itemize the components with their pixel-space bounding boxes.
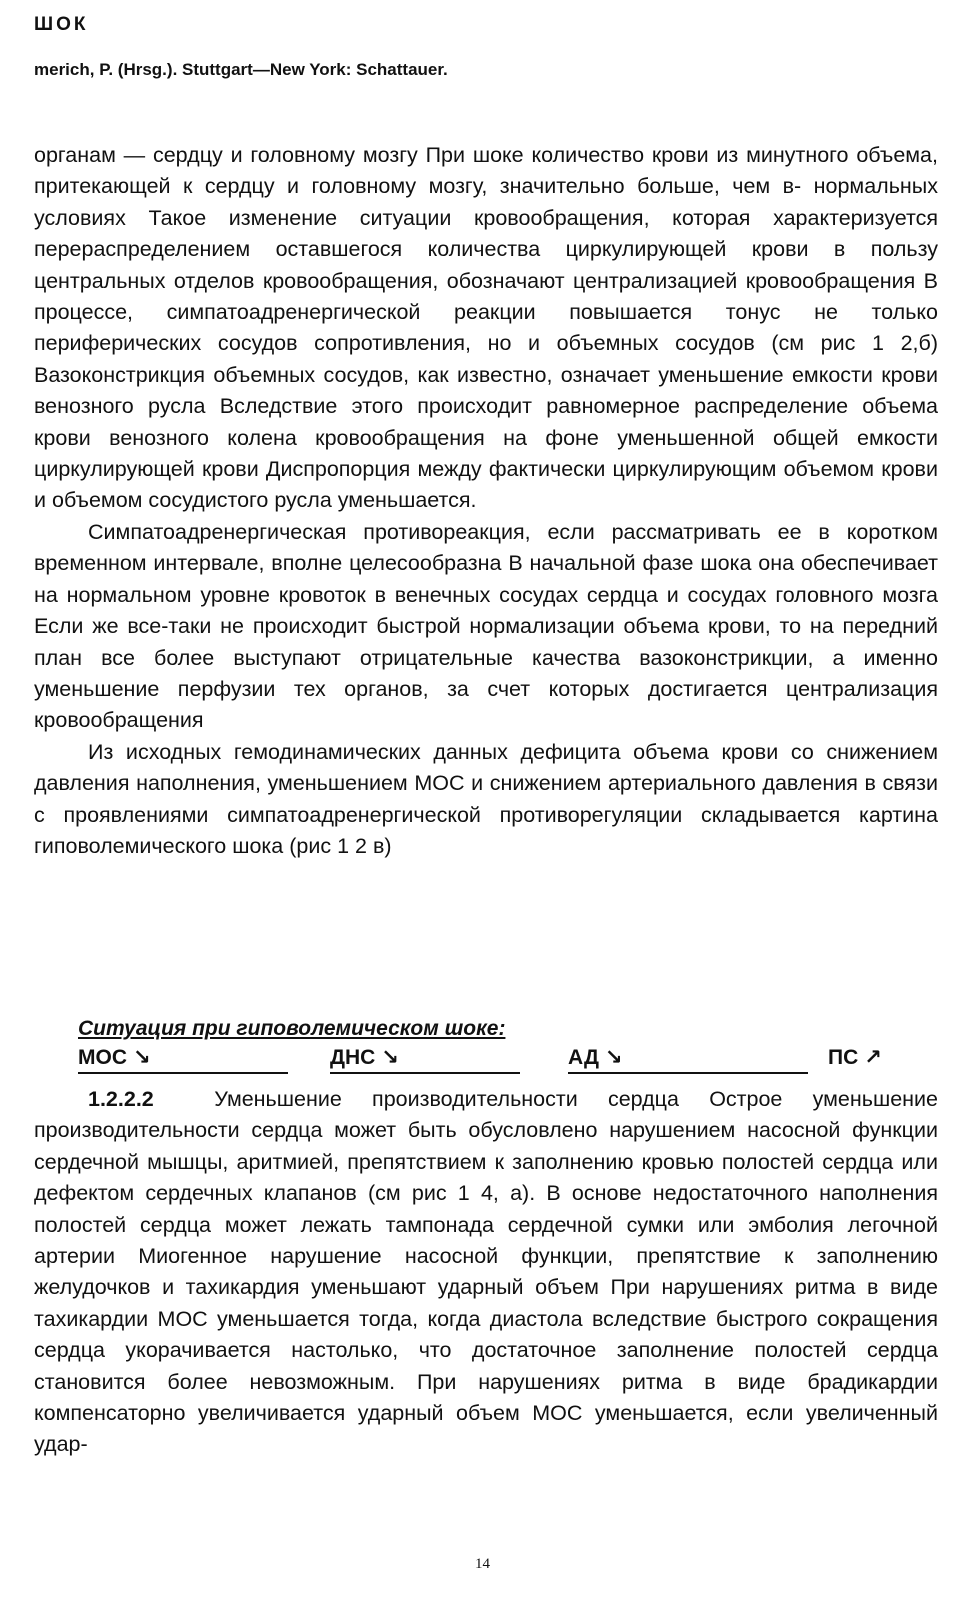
section-1-2-2-2 xyxy=(34,1084,938,1461)
param-label: МОС xyxy=(78,1046,127,1069)
page-number: 14 xyxy=(475,1556,490,1572)
arrow-up-icon: ↗ xyxy=(864,1046,882,1069)
param-label: АД xyxy=(568,1046,599,1069)
running-header-title: ШОК xyxy=(34,14,89,35)
param-label: ДНС xyxy=(330,1046,376,1069)
paragraph-2: Симпатоадренергическая противореакция, если рассматривать ее в коротком временном интервале, вполне целесообразна В начальной фазе шока она обеспечивает на нормальном уровне кровоток в венечных сосудах сердца и сосудах головного мозга Если же все-таки не происходит быстрой нормализации объема крови, то на передний план все более выступают отрицательные качества вазоконстрикции, а именно уменьшение перфузии тех органов, за счет которых достигается централизация кровообращения xyxy=(34,519,938,733)
arrow-down-icon: ↘ xyxy=(604,1046,623,1069)
hypovolemic-shock-summary xyxy=(78,1016,908,1074)
arrow-down-icon: ↘ xyxy=(133,1046,151,1069)
param-dns xyxy=(330,1044,520,1074)
body-text xyxy=(34,140,938,862)
param-ps xyxy=(828,1044,884,1072)
section-number: 1.2.2.2 xyxy=(88,1087,154,1111)
param-label: ПС xyxy=(828,1046,859,1069)
summary-title: Ситуация при гиповолемическом шоке: xyxy=(78,1017,506,1040)
param-ad xyxy=(568,1044,808,1074)
paragraph-1: органам — сердцу и головному мозгу При шоке количество крови из минутного объема, притекающей к сердцу и головному мозгу, значительно больше, чем в- нормальных условиях Такое изменение ситуации кровообращения, которая характеризуется перераспределением оставшегося количества циркулирующей крови в пользу центральных отделов кровообращения, обозначают централизацией кровообращения В процессе, симпатоадренергической реакции повышается тонус не только периферических сосудов сопротивления, но и объемных сосудов (см рис 1 2,б) Вазоконстрикция объемных сосудов, как известно, означает уменьшение емкости крови венозного русла Вследствие этого происходит равномерное распределение объема крови венозного колена кровообращения на фоне уменьшенной общей емкости циркулирующей крови Диспропорция между фактически циркулирующим объемом крови и объемом сосудистого русла уменьшается. xyxy=(34,143,938,513)
section-paragraph xyxy=(34,1084,938,1461)
section-body: Уменьшение производительности сердца Острое уменьшение производительности сердца может быть обусловлено нарушением насосной функции сердечной мышцы, аритмией, препятствием к заполнению кровью полостей сердца или дефектом сердечных клапанов (см рис 1 4, а). В основе недостаточного наполнения полостей сердца может лежать тампонада сердечной сумки или эмболия легочной артерии Миогенное нарушение насосной функции, препятствие к заполнению желудочков и тахикардия уменьшают ударный объем При нарушениях ритма в виде тахикардии МОС уменьшается тогда, когда диастола вследствие быстрого сокращения сердца укорачивается настолько, что достаточное заполнение полостей сердца становится более невозможным. При нарушениях ритма в виде брадикардии компенсаторно увеличивается ударный объем МОС уменьшается, если увеличенный удар- xyxy=(34,1087,939,1457)
paragraph-3: Из исходных гемодинамических данных дефицита объема крови со снижением давления наполнения, уменьшением МОС и снижением артериального давления в связи с проявлениями симпатоадренергической противорегуляции складывается картина гиповолемического шока (рис 1 2 в) xyxy=(34,739,938,858)
arrow-down-icon: ↘ xyxy=(381,1046,399,1069)
parameter-row xyxy=(78,1044,908,1074)
param-mos xyxy=(78,1044,288,1074)
reference-citation: merich, P. (Hrsg.). Stuttgart—New York: Schattauer. xyxy=(34,60,448,79)
